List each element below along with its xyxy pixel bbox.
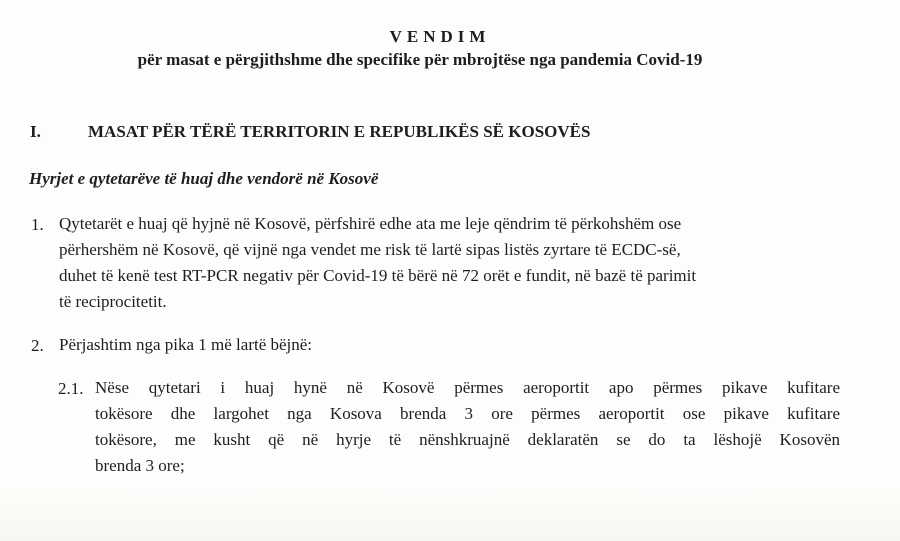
item-number: 1. bbox=[31, 215, 44, 234]
item-paragraph bbox=[59, 211, 859, 315]
paragraph-line: duhet të kenë test RT-PCR negativ për Covid-19 të bërë në 72 orët e fundit, në bazë të parimit bbox=[59, 266, 697, 285]
item-paragraph bbox=[59, 332, 759, 358]
paragraph-line: brenda 3 ore; bbox=[95, 456, 185, 475]
subitem-paragraph bbox=[95, 375, 840, 479]
document-title: VENDIM bbox=[389, 27, 491, 46]
document-subtitle: për masat e përgjithshme dhe specifike për mbrojtëse nga pandemia Covid-19 bbox=[137, 50, 703, 69]
paragraph-line: përhershëm në Kosovë, që vijnë nga vendet me risk të lartë sipas listës zyrtare të ECDC-së, bbox=[59, 240, 681, 259]
item-number: 2. bbox=[31, 336, 44, 355]
subheading: Hyrjet e qytetarëve të huaj dhe vendorë në Kosovë bbox=[29, 169, 379, 188]
paragraph-line: Qytetarët e huaj që hyjnë në Kosovë, përfshirë edhe ata me leje qëndrim të përkohshëm ose bbox=[59, 214, 682, 233]
subitem-number: 2.1. bbox=[58, 379, 84, 398]
section-number: I. bbox=[30, 122, 41, 141]
paragraph-line: tokësore dhe largohet nga Kosova brenda 3 ore përmes aeroportit ose pikave kufitare bbox=[95, 404, 840, 423]
paragraph-line: Nëse qytetari i huaj hynë në Kosovë përmes aeroportit apo përmes pikave kufitare bbox=[95, 378, 840, 397]
section-title: MASAT PËR TËRË TERRITORIN E REPUBLIKËS SË KOSOVËS bbox=[88, 122, 591, 141]
paragraph-line: tokësore, me kusht që në hyrje të nënshkruajnë deklaratën se do ta lëshojë Kosovën bbox=[95, 430, 840, 449]
paragraph-line: të reciprocitetit. bbox=[59, 292, 167, 311]
page-bottom-shade bbox=[0, 490, 900, 541]
paragraph-line: Përjashtim nga pika 1 më lartë bëjnë: bbox=[59, 335, 313, 354]
